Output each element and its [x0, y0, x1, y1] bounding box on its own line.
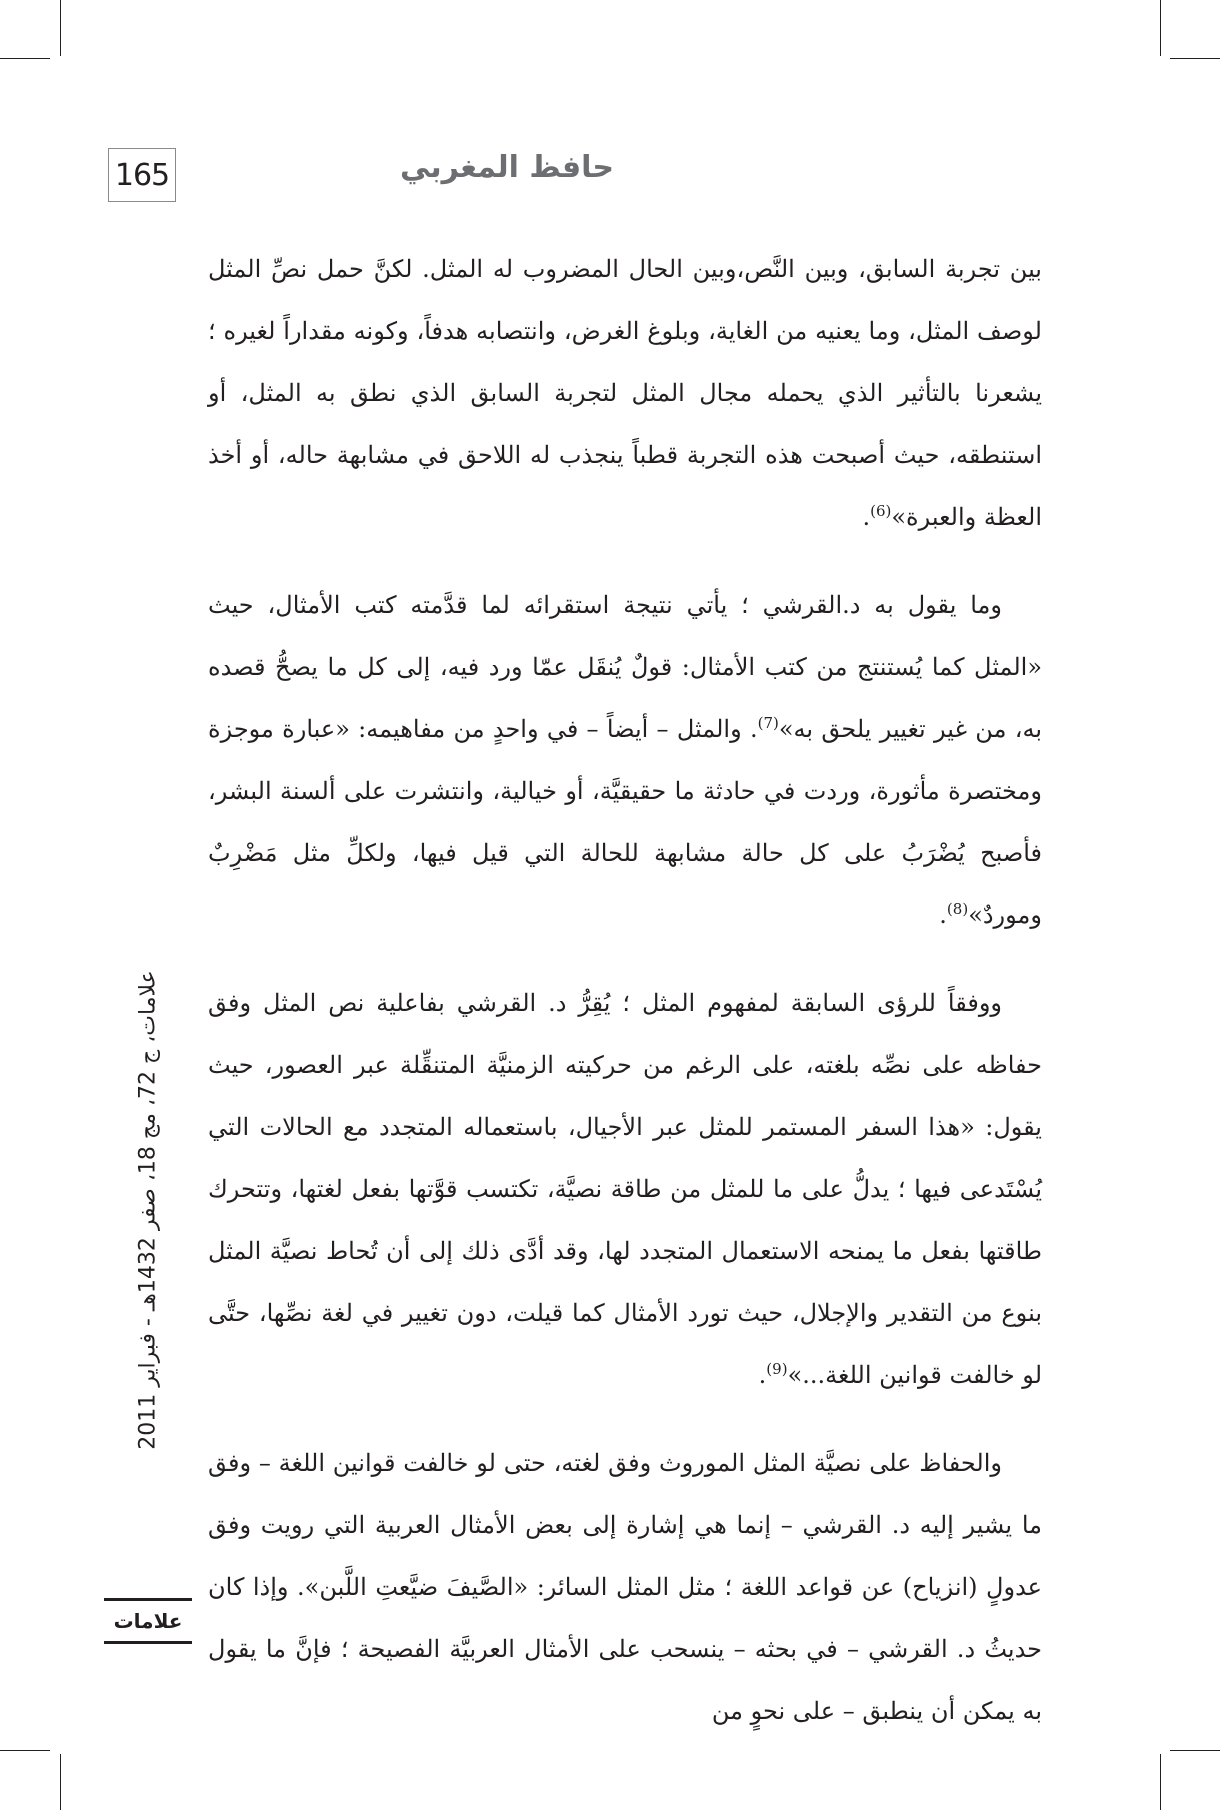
crop-mark-top-left-h — [0, 58, 50, 59]
journal-logo: علامات — [104, 1598, 192, 1644]
crop-mark-top-right-h — [1170, 58, 1220, 59]
journal-info-text: علامات، ج 72، مج 18، صفر 1432هـ - فبراير 2011 — [135, 970, 161, 1450]
footnote-ref-8: (8) — [946, 900, 969, 918]
crop-mark-bottom-right-v — [1160, 1754, 1161, 1810]
crop-mark-bottom-left-v — [60, 1754, 61, 1810]
paragraph-4-text: والحفاظ على نصيَّة المثل الموروث وفق لغته، حتى لو خالفت قوانين اللغة – وفق ما يشير إليه د. القرشي – إنما هي إشارة إلى بعض الأمثال العربية التي رويت وفق عدولٍ (انزياح) عن قواعد اللغة ؛ مثل المثل السائر: «الصَّيفَ ضيَّعتِ اللَّبن». وإذا كان حديثُ د. القرشي – في بحثه – ينسحب على الأمثال العربيَّة الفصيحة ؛ فإنَّ ما يقول به يمكن أن ينطبق – على نحوٍ من — [208, 1449, 1042, 1725]
footnote-ref-7: (7) — [757, 714, 779, 732]
paragraph-4 — [208, 1432, 1042, 1742]
page-number: 165 — [108, 148, 176, 202]
paragraph-1-text: بين تجربة السابق، وبين النَّص،وبين الحال المضروب له المثل. لكنَّ حمل نصِّ المثل لوصف المثل، وما يعنيه من الغاية، وبلوغ الغرض، وانتصابه هدفاً، وكونه مقداراً لغيره ؛ يشعرنا بالتأثير الذي يحمله مجال المثل لتجربة السابق الذي نطق به المثل، أو استنطقه، حيث أصبحت هذه التجربة قطباً ينجذب له اللاحق في مشابهة حاله، أو أخذ العظة والعبرة» — [208, 255, 1043, 531]
paragraph-2-text-a: وما يقول به د.القرشي ؛ يأتي نتيجة استقرائه لما قدَّمته كتب الأمثال، حيث «المثل كما يُستنتج من كتب الأمثال: قولٌ يُنقَل عمّا ورد فيه، إلى كل ما يصحُّ قصده به، من غير تغيير يلحق به» — [208, 591, 1042, 743]
paragraph-2-text-b: . والمثل – أيضاً – في واحدٍ من مفاهيمه: «عبارة موجزة ومختصرة مأثورة، وردت في حادثة ما حقيقيَّة، أو خيالية، وانتشرت على ألسنة البشر، فأصبح يُضْرَبُ على كل حالة مشابهة للحالة التي قيل فيها، ولكلِّ مثل مَضْرِبٌ وموردٌ» — [208, 715, 1042, 929]
crop-mark-bottom-right-h — [1170, 1750, 1220, 1751]
footnote-ref-9: (9) — [766, 1360, 788, 1378]
paragraph-1: بين تجربة السابق، وبين النَّص،وبين الحال المضروب له المثل. لكنَّ حمل نصِّ المثل لوصف المثل، وما يعنيه من الغاية، وبلوغ الغرض، وانتصابه هدفاً، وكونه مقداراً لغيره ؛ يشعرنا بالتأثير الذي يحمله مجال المثل لتجربة السابق الذي نطق به المثل، أو استنطقه، حيث أصبحت هذه التجربة قطباً ينجذب له اللاحق في مشابهة حاله، أو أخذ العظة والعبرة»$^{(6)}$. — [208, 255, 1043, 531]
body-text — [208, 238, 1042, 1768]
crop-mark-top-right-v — [1160, 0, 1161, 56]
paragraph-3: ووفقاً للرؤى السابقة لمفهوم المثل ؛ يُقِرُّ د. القرشي بفاعلية نص المثل وفق حفاظه على نصِّه بلغته، على الرغم من حركيته الزمنيَّة المتنقِّلة عبر العصور، حيث يقول: «هذا السفر المستمر للمثل عبر الأجيال، باستعماله المتجدد مع الحالات التي يُسْتَدعى فيها ؛ يدلُّ على ما للمثل من طاقة نصيَّة، تكتسب قوَّتها بفعل لغتها، وتتحرك طاقتها بفعل ما يمنحه الاستعمال المتجدد لها، وقد أدَّى ذلك إلى أن تُحاط نصيَّة المثل بنوع من التقدير والإجلال، حيث تورد الأمثال كما قيلت، دون تغيير في لغة نصِّها، حتَّى لو خالفت قوانين اللغة...»$^{(9)}$. — [208, 989, 1042, 1389]
paragraph-2: وما يقول به د.القرشي ؛ يأتي نتيجة استقرائه لما قدَّمته كتب الأمثال، حيث «المثل كما يُستنتج من كتب الأمثال: قولٌ يُنقَل عمّا ورد فيه، إلى كل ما يصحُّ قصده به، من غير تغيير يلحق به»$^{(7)}$. والمثل – أيضاً – في واحدٍ من مفاهيمه: «عبارة موجزة ومختصرة مأثورة، وردت في حادثة ما حقيقيَّة، أو خيالية، وانتشرت على ألسنة البشر، فأصبح يُضْرَبُ على كل حالة مشابهة للحالة التي قيل فيها، ولكلِّ مثل مَضْرِبٌ وموردٌ»$^{(8)}$. — [208, 591, 1042, 929]
footnote-ref-6: (6) — [870, 502, 892, 520]
crop-mark-top-left-v — [60, 0, 61, 56]
crop-mark-bottom-left-h — [0, 1750, 50, 1751]
running-head: حافظ المغربي — [400, 150, 614, 185]
paragraph-3-text: ووفقاً للرؤى السابقة لمفهوم المثل ؛ يُقِرُّ د. القرشي بفاعلية نص المثل وفق حفاظه على نصِّه بلغته، على الرغم من حركيته الزمنيَّة المتنقِّلة عبر العصور، حيث يقول: «هذا السفر المستمر للمثل عبر الأجيال، باستعماله المتجدد مع الحالات التي يُسْتَدعى فيها ؛ يدلُّ على ما للمثل من طاقة نصيَّة، تكتسب قوَّتها بفعل لغتها، وتتحرك طاقتها بفعل ما يمنحه الاستعمال المتجدد لها، وقد أدَّى ذلك إلى أن تُحاط نصيَّة المثل بنوع من التقدير والإجلال، حيث تورد الأمثال كما قيلت، دون تغيير في لغة نصِّها، حتَّى لو خالفت قوانين اللغة...» — [208, 989, 1042, 1389]
